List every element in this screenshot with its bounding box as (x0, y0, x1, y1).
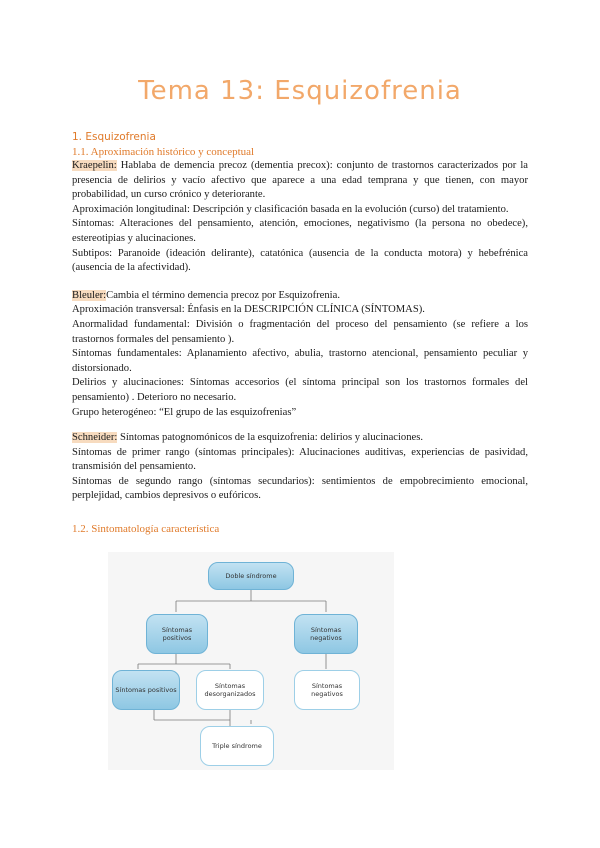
schneider-text: Síntomas patognomónicos de la esquizofrenia: delirios y alucinaciones. (117, 432, 423, 444)
bleuler-text: Cambia el término demencia precoz por Esquizofrenia. (106, 289, 340, 301)
schneider-second-rank: Síntomas de segundo rango (síntomas secundarios): sentimientos de empobrecimiento emocional, perplejidad, cambios depresivos o eufóricos. (72, 475, 528, 502)
subsection-heading: 1.1. Aproximación histórico y conceptual (72, 146, 255, 158)
diagram-node-root: Doble síndrome (208, 562, 294, 590)
bleuler-abnormality: Anormalidad fundamental: División o fragmentación del proceso del pensamiento (se refiere a los trastornos formales del pensamiento ). (72, 318, 528, 345)
syndrome-diagram (108, 552, 394, 770)
diagram-node-positive: Síntomas positivos (146, 614, 208, 654)
bleuler-paragraph (72, 289, 528, 304)
page-title: Tema 13: Esquizofrenia (138, 76, 462, 106)
schneider-first-rank: Síntomas de primer rango (síntomas principales): Alucinaciones auditivas, experiencias de pasividad, transmisión del pensamiento. (72, 446, 528, 473)
schneider-paragraph (72, 431, 528, 446)
bleuler-group: Grupo heterogéneo: “El grupo de las esquizofrenias” (72, 406, 297, 418)
bleuler-approach: Aproximación transversal: Énfasis en la DESCRIPCIÓN CLÍNICA (SÍNTOMAS). (72, 304, 425, 316)
author-name-schneider: Schneider: (72, 432, 118, 444)
diagram-node-disorganized: Síntomas desorganizados (196, 670, 264, 710)
author-name-kraepelin: Kraepelin: (72, 160, 117, 171)
kraepelin-symptoms: Síntomas: Alteraciones del pensamiento, atención, emociones, negativismo (la persona no obedece), estereotipias y alucinaciones. (72, 218, 528, 244)
diagram-node-triple: Triple síndrome (200, 726, 274, 766)
kraepelin-text: Hablaba de demencia precoz (dementia precox): conjunto de trastornos caracterizados por la presencia de delirios y vacío afectivo que aparece a una edad temprana y que tienen, con mayor probabilidad, un curso crónico y deteriorante. (72, 160, 528, 201)
subsection-heading-2: 1.2. Sintomatología característica (72, 523, 220, 536)
kraepelin-subtypes: Subtipos: Paranoide (ideación delirante), catatónica (ausencia de la conducta motora) y hebefrénica (ausencia de la afectividad). (72, 247, 528, 274)
section-heading: 1. Esquizofrenia (72, 131, 156, 143)
bleuler-delusions: Delirios y alucinaciones: Síntomas accesorios (el síntoma principal son los trastornos formales del pensamiento) . Deterioro no necesario. (72, 377, 528, 403)
diagram-node-negative: Síntomas negativos (294, 614, 358, 654)
document-body (72, 130, 528, 537)
kraepelin-approach: Aproximación longitudinal: Descripción y clasificación basada en la evolución (curso) del tratamiento. (72, 203, 509, 215)
author-name-bleuler: Bleuler: (72, 289, 107, 301)
diagram-node-positive-2: Síntomas positivos (112, 670, 180, 710)
kraepelin-paragraph (72, 159, 528, 203)
diagram-node-negative-2: Síntomas negativos (294, 670, 360, 710)
bleuler-symptoms: Síntomas fundamentales: Aplanamiento afectivo, abulia, trastorno atencional, pensamiento peculiar y distorsionado. (72, 348, 528, 374)
